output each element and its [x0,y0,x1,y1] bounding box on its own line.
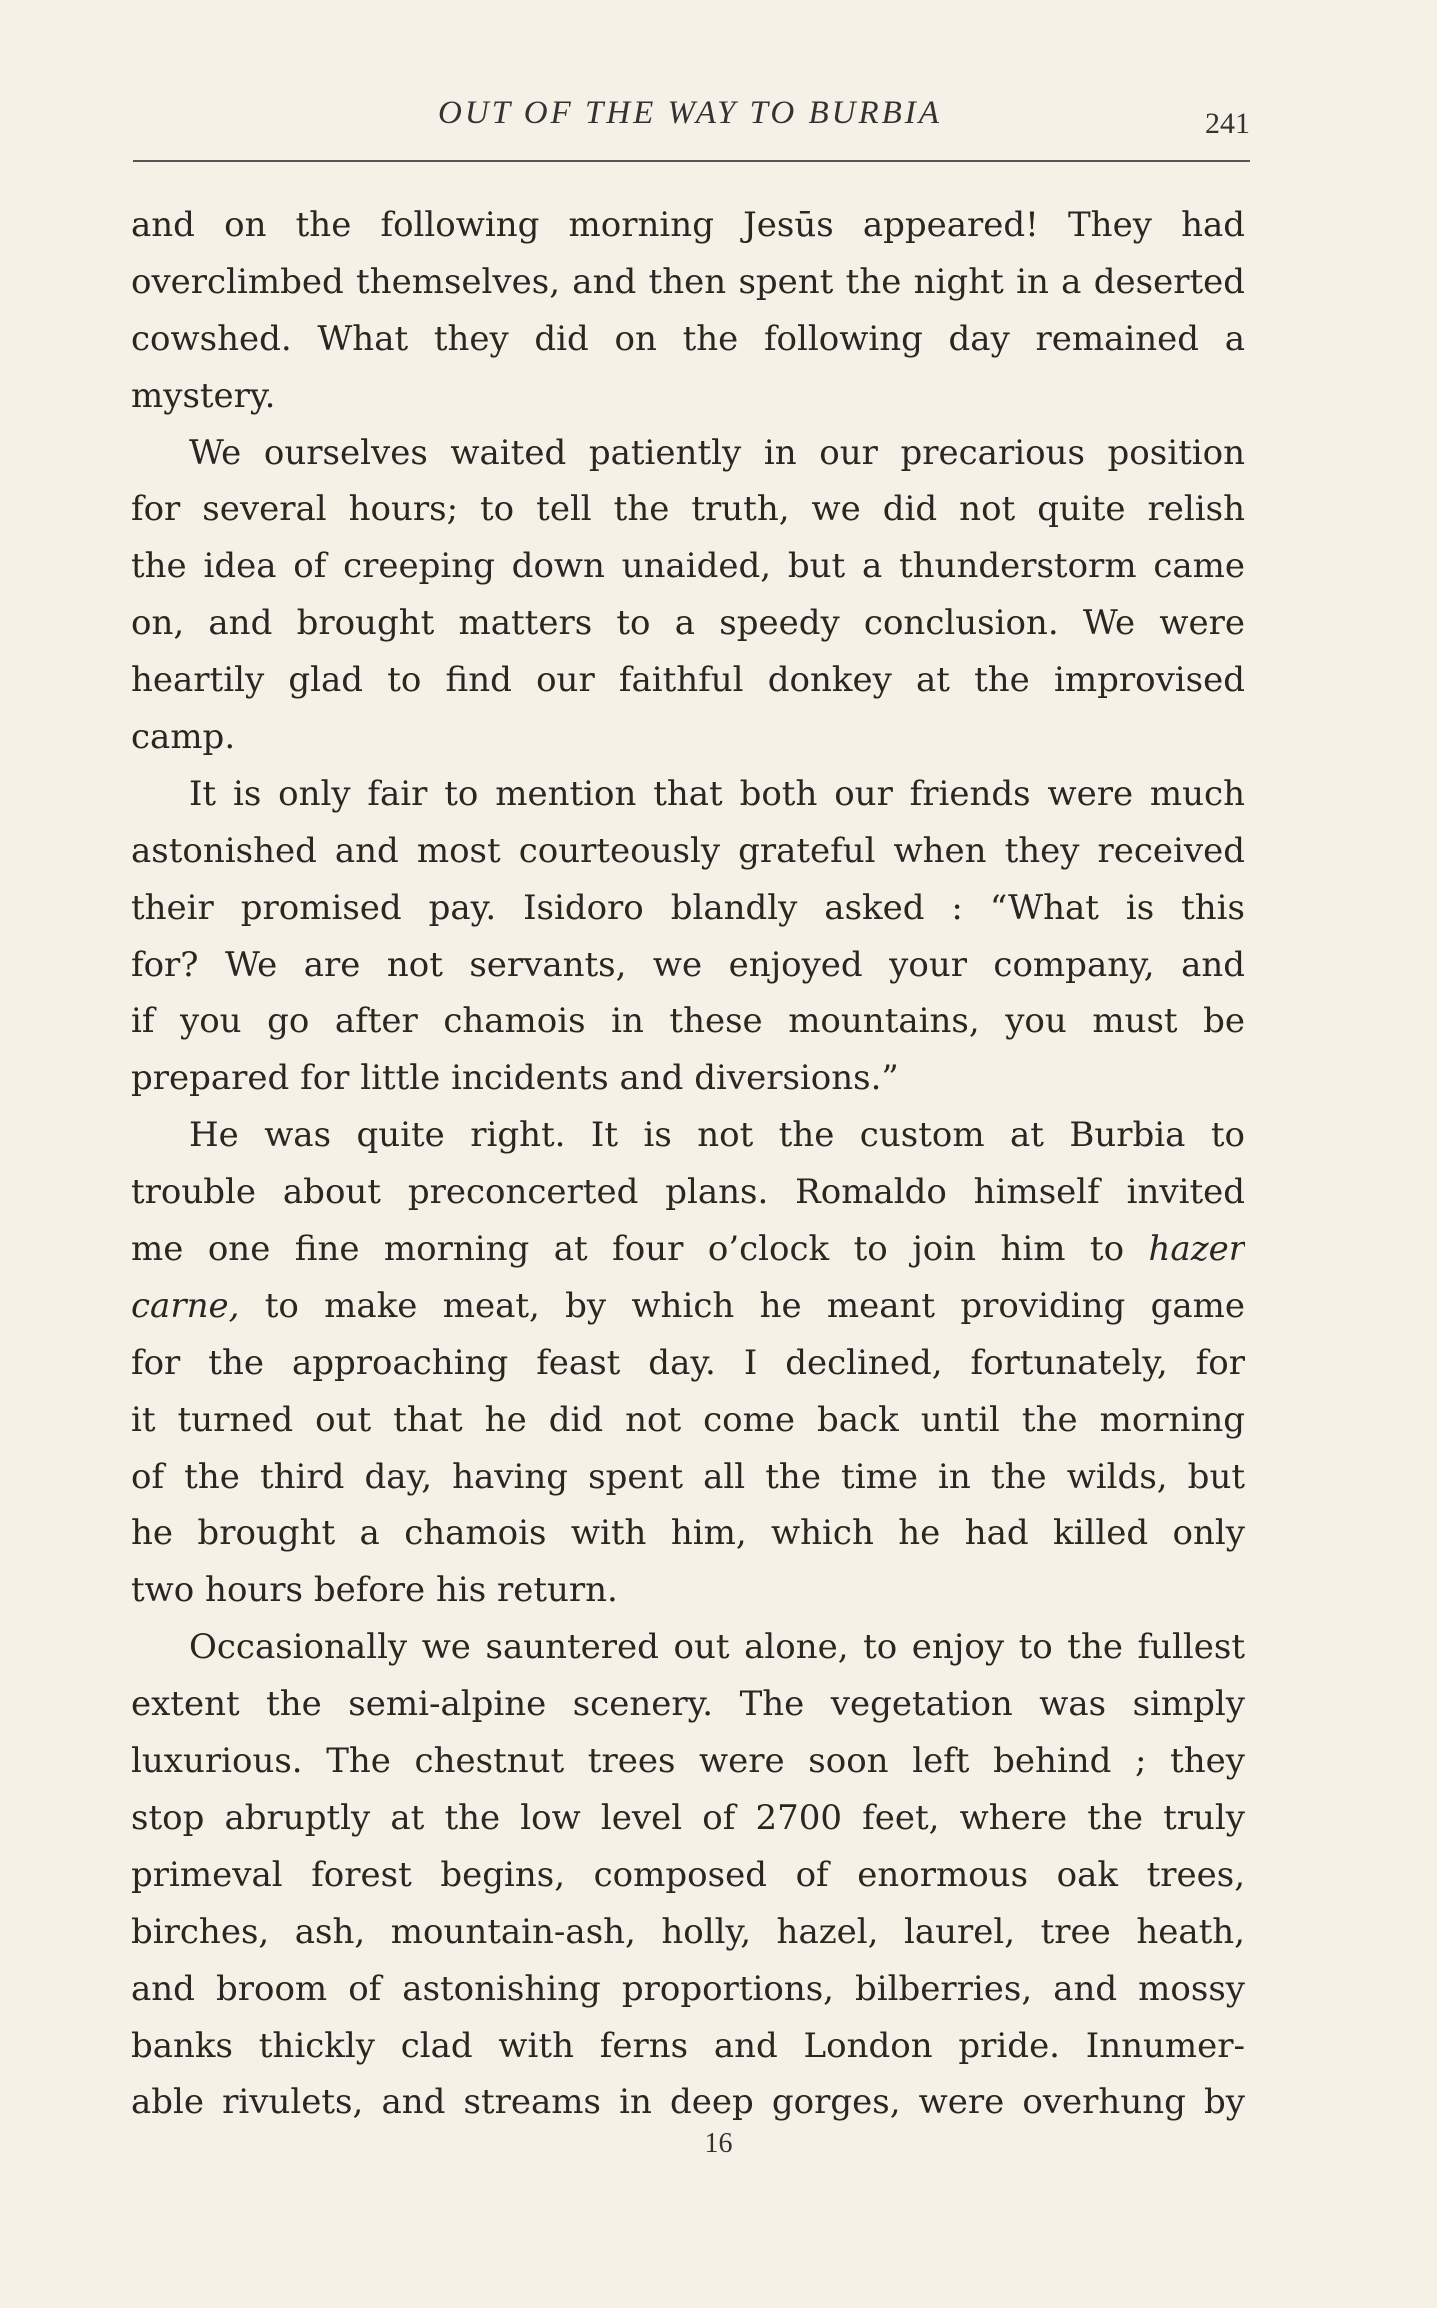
text-line: He was quite right. It is not the custom at Burbia to [189,1115,1245,1156]
text-line: stop abruptly at the low level of 2700 feet, where the truly [131,1797,1245,1838]
text-line: extent the semi-alpine scenery. The vegetation was simply [131,1684,1245,1725]
text-line: if you go after chamois in these mountains, you must be [131,1001,1245,1042]
text-segment: me one fine morning at four o’clock to join him to [131,1229,1125,1270]
text-line: for several hours; to tell the truth, we did not quite relish [131,489,1245,530]
text-line: for? We are not servants, we enjoyed your company, and [131,944,1245,985]
text-line: We ourselves waited patiently in our precarious position [189,432,1245,473]
running-title: OUT OF THE WAY TO BURBIA [438,95,942,131]
italic-word: carne, [131,1285,240,1326]
text-line: luxurious. The chestnut trees were soon left behind ; they [131,1741,1245,1782]
text-line: mystery. [131,375,276,416]
text-line: banks thickly clad with ferns and London pride. Innumer- [131,2025,1245,2066]
text-line: on, and brought matters to a speedy conclusion. We were [131,603,1245,644]
text-line: cowshed. What they did on the following day remained a [131,318,1245,359]
text-line: trouble about preconcerted plans. Romaldo himself invited [131,1172,1245,1213]
italic-word: hazer [1148,1229,1245,1270]
text-line: for the approaching feast day. I declined, fortunately, for [131,1342,1245,1383]
text-line: the idea of creeping down unaided, but a thunderstorm came [131,546,1245,587]
text-line: overclimbed themselves, and then spent the night in a deserted [131,261,1245,302]
page-number: 241 [1205,107,1250,140]
text-line: primeval forest begins, composed of enormous oak trees, [131,1854,1245,1895]
text-line: it turned out that he did not come back until the morning [131,1399,1245,1440]
text-line: of the third day, having spent all the time in the wilds, but [131,1456,1245,1497]
signature-mark: 16 [704,2128,733,2159]
text-line: their promised pay. Isidoro blandly asked : “What is this [131,887,1245,928]
text-line: prepared for little incidents and diversions.” [131,1058,899,1099]
text-segment: to make meat, by which he meant providing game [264,1285,1245,1326]
text-line: able rivulets, and streams in deep gorges, were overhung by [131,2082,1245,2123]
body-text [131,197,1245,2131]
running-head [130,95,1250,145]
text-line: birches, ash, mountain-ash, holly, hazel, laurel, tree heath, [131,1911,1245,1952]
text-line [131,1221,1245,1278]
text-line: It is only fair to mention that both our friends were much [189,773,1245,814]
text-line: and broom of astonishing proportions, bilberries, and mossy [131,1968,1245,2009]
text-line: Occasionally we sauntered out alone, to enjoy to the fullest [189,1627,1245,1668]
header-rule [133,160,1250,162]
text-line: and on the following morning Jesūs appeared! They had [131,205,1245,245]
text-line [131,1278,1245,1335]
text-line: he brought a chamois with him, which he had killed only [131,1513,1245,1554]
text-line: camp. [131,717,236,758]
text-line: two hours before his return. [131,1570,618,1611]
text-line: astonished and most courteously grateful when they received [131,830,1245,871]
text-line: heartily glad to find our faithful donkey at the improvised [131,660,1245,701]
